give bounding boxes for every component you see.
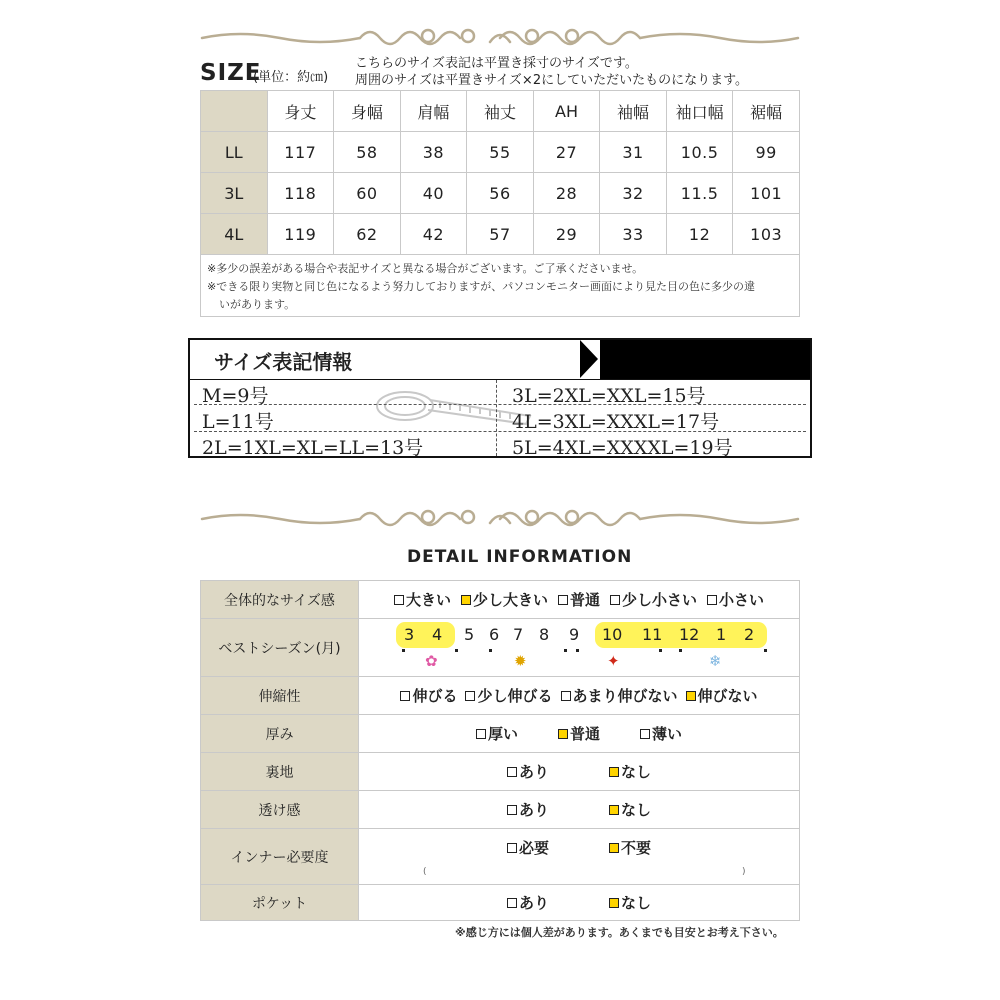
option-label: なし — [621, 801, 652, 819]
detail-label: 厚み — [201, 715, 359, 753]
season-tick — [564, 649, 567, 652]
checkbox-checked-icon — [609, 805, 619, 815]
table-cell: 56 — [467, 173, 534, 214]
season-tick — [764, 649, 767, 652]
decorative-flourish-top — [200, 22, 800, 52]
month-label: 10 — [602, 625, 623, 644]
month-label: 8 — [539, 625, 550, 644]
option-label: あまり伸びない — [572, 687, 678, 705]
table-row — [201, 173, 800, 214]
lining-options — [359, 761, 799, 782]
sun-icon: ✹ — [514, 652, 527, 670]
column-header: 袖口幅 — [666, 91, 733, 132]
season-tick — [679, 649, 682, 652]
row-size-label: LL — [201, 132, 268, 173]
table-cell: 31 — [600, 132, 667, 173]
detail-options — [359, 753, 800, 791]
detail-label: 全体的なサイズ感 — [201, 581, 359, 619]
month-label: 4 — [432, 625, 443, 644]
table-cell: 99 — [733, 132, 800, 173]
inner-options — [359, 837, 799, 858]
thickness-options — [359, 723, 799, 744]
table-cell: 11.5 — [666, 173, 733, 214]
size-table-corner — [201, 91, 268, 132]
paren-left: ( — [423, 867, 427, 877]
footnote-tolerance: ※多少の誤差がある場合や表記サイズと異なる場合がございます。ご了承くださいませ。 — [207, 262, 644, 275]
checkbox-icon — [507, 898, 517, 908]
table-cell: 10.5 — [666, 132, 733, 173]
checkbox-icon — [640, 729, 650, 739]
table-cell: 118 — [267, 173, 334, 214]
column-header: 裾幅 — [733, 91, 800, 132]
option-label: 薄い — [652, 725, 683, 743]
detail-label: インナー必要度 — [201, 829, 359, 885]
size-notation-title: サイズ表記情報 — [214, 350, 353, 374]
detail-table — [200, 580, 800, 921]
table-row — [201, 132, 800, 173]
table-cell: 29 — [533, 214, 600, 255]
fit-options — [359, 589, 799, 610]
table-cell: 58 — [334, 132, 401, 173]
option-inner-needed[interactable] — [507, 837, 549, 858]
checkbox-checked-icon — [609, 843, 619, 853]
notation-4l: 4L=3XL=XXXL=17号 — [512, 411, 720, 433]
detail-row-fit — [201, 581, 800, 619]
month-label: 11 — [642, 625, 663, 644]
checkbox-checked-icon — [558, 729, 568, 739]
option-inner-not-needed[interactable] — [609, 837, 651, 858]
month-label: 3 — [404, 625, 415, 644]
option-sheer-no[interactable] — [609, 799, 651, 820]
option-normal[interactable] — [558, 589, 600, 610]
month-label: 6 — [489, 625, 500, 644]
option-label: なし — [621, 763, 652, 781]
option-slightly-small[interactable] — [610, 589, 697, 610]
detail-row-season — [201, 619, 800, 677]
option-pocket-no[interactable] — [609, 892, 651, 913]
pocket-options — [359, 892, 799, 913]
checkbox-checked-icon — [461, 595, 471, 605]
column-header: 身幅 — [334, 91, 401, 132]
month-label: 9 — [569, 625, 580, 644]
table-cell: 101 — [733, 173, 800, 214]
option-label: 必要 — [518, 839, 549, 857]
option-slightly-stretches[interactable] — [465, 685, 552, 706]
season-cell — [359, 619, 800, 677]
option-label: 伸びない — [697, 687, 758, 705]
notation-m: M=9号 — [202, 385, 269, 407]
month-label: 1 — [716, 625, 727, 644]
column-header: 身丈 — [267, 91, 334, 132]
detail-label: 裏地 — [201, 753, 359, 791]
size-table-header-row — [201, 91, 800, 132]
header-black-band — [600, 340, 810, 379]
month-label: 7 — [513, 625, 524, 644]
option-no-stretch[interactable] — [686, 685, 758, 706]
maple-leaf-icon: ✦ — [607, 652, 620, 670]
checkbox-icon — [610, 595, 620, 605]
checkbox-icon — [394, 595, 404, 605]
sheer-options — [359, 799, 799, 820]
size-unit-label: (単位：約㎝) — [253, 70, 329, 85]
notation-2l: 2L=1XL=XL=LL=13号 — [202, 437, 424, 459]
notation-5l: 5L=4XL=XXXXL=19号 — [512, 437, 733, 459]
paren-right: ) — [742, 867, 746, 877]
table-cell: 33 — [600, 214, 667, 255]
option-thin[interactable] — [640, 723, 682, 744]
detail-row-sheer — [201, 791, 800, 829]
checkbox-icon — [707, 595, 717, 605]
option-slightly-large[interactable] — [461, 589, 548, 610]
month-label: 5 — [464, 625, 475, 644]
column-header: 肩幅 — [400, 91, 467, 132]
table-cell: 38 — [400, 132, 467, 173]
checkbox-icon — [507, 805, 517, 815]
option-label: 普通 — [569, 725, 600, 743]
option-label: なし — [621, 894, 652, 912]
checkbox-checked-icon — [609, 767, 619, 777]
table-cell: 60 — [334, 173, 401, 214]
column-header: AH — [533, 91, 600, 132]
table-cell: 119 — [267, 214, 334, 255]
checkbox-icon — [558, 595, 568, 605]
closing-note: ※感じ方には個人差があります。あくまでも目安とお考え下さい。 — [455, 926, 784, 939]
checkbox-icon — [561, 691, 571, 701]
table-cell: 55 — [467, 132, 534, 173]
checkbox-icon — [507, 843, 517, 853]
stretch-options — [359, 685, 799, 706]
option-lining-no[interactable] — [609, 761, 651, 782]
detail-options — [359, 715, 800, 753]
table-cell: 40 — [400, 173, 467, 214]
table-row — [201, 214, 800, 255]
divider — [496, 380, 497, 456]
size-notation-panel — [188, 338, 812, 458]
option-label: あり — [518, 801, 549, 819]
divider — [194, 404, 806, 405]
detail-options — [359, 829, 800, 885]
option-large[interactable] — [394, 589, 451, 610]
checkbox-icon — [400, 691, 410, 701]
table-cell: 42 — [400, 214, 467, 255]
detail-label: 透け感 — [201, 791, 359, 829]
option-stretches[interactable] — [400, 685, 457, 706]
row-size-label: 4L — [201, 214, 268, 255]
size-table — [200, 90, 800, 255]
table-cell: 62 — [334, 214, 401, 255]
season-tick — [489, 649, 492, 652]
option-label: 厚い — [487, 725, 518, 743]
option-label: 普通 — [569, 591, 600, 609]
row-size-label: 3L — [201, 173, 268, 214]
detail-row-lining — [201, 753, 800, 791]
table-cell: 32 — [600, 173, 667, 214]
checkbox-icon — [465, 691, 475, 701]
detail-heading: DETAIL INFORMATION — [407, 547, 633, 567]
option-lining-yes[interactable] — [507, 761, 549, 782]
notation-l: L=11号 — [202, 411, 274, 433]
column-header: 袖幅 — [600, 91, 667, 132]
detail-options — [359, 677, 800, 715]
option-label: 不要 — [621, 839, 652, 857]
month-label: 12 — [679, 625, 700, 644]
season-tick — [402, 649, 405, 652]
season-tick — [659, 649, 662, 652]
detail-row-thickness — [201, 715, 800, 753]
size-notation-header — [190, 340, 810, 380]
detail-label: ポケット — [201, 885, 359, 921]
table-cell: 117 — [267, 132, 334, 173]
table-cell: 57 — [467, 214, 534, 255]
footnote-color-cont: いがあります。 — [219, 298, 296, 311]
detail-options — [359, 581, 800, 619]
table-cell: 28 — [533, 173, 600, 214]
detail-label: 伸縮性 — [201, 677, 359, 715]
size-heading: SIZE — [200, 60, 262, 86]
checkbox-icon — [507, 767, 517, 777]
option-label: 少し小さい — [622, 591, 698, 609]
option-thick[interactable] — [476, 723, 518, 744]
option-sheer-yes[interactable] — [507, 799, 549, 820]
table-cell: 12 — [666, 214, 733, 255]
option-label: 小さい — [719, 591, 765, 609]
decorative-flourish-bottom — [200, 503, 800, 533]
column-header: 袖丈 — [467, 91, 534, 132]
detail-row-pocket — [201, 885, 800, 921]
footnote-color: ※できる限り実物と同じ色になるよう努力しておりますが、パソコンモニター画面により見た目の色に多少の違 — [207, 280, 755, 293]
option-label: 少し伸びる — [477, 687, 553, 705]
size-note-circumference: 周囲のサイズは平置きサイズ×2にしていただいたものになります。 — [355, 73, 749, 88]
option-pocket-yes[interactable] — [507, 892, 549, 913]
option-normal-thickness[interactable] — [558, 723, 600, 744]
option-label: あり — [518, 763, 549, 781]
size-note-flat: こちらのサイズ表記は平置き採寸のサイズです。 — [355, 56, 638, 71]
option-small[interactable] — [707, 589, 764, 610]
option-barely-stretches[interactable] — [561, 685, 678, 706]
detail-row-stretch — [201, 677, 800, 715]
size-footnotes — [200, 254, 800, 317]
detail-label: ベストシーズン(月) — [201, 619, 359, 677]
option-label: 少し大きい — [472, 591, 548, 609]
checkbox-checked-icon — [609, 898, 619, 908]
flower-icon: ✿ — [425, 652, 438, 670]
season-tick — [455, 649, 458, 652]
notation-3l: 3L=2XL=XXL=15号 — [512, 385, 706, 407]
month-label: 2 — [744, 625, 755, 644]
snowflake-icon: ❄ — [709, 652, 722, 670]
checkbox-icon — [476, 729, 486, 739]
detail-options — [359, 885, 800, 921]
option-label: 大きい — [405, 591, 451, 609]
checkbox-checked-icon — [686, 691, 696, 701]
option-label: あり — [518, 894, 549, 912]
table-cell: 27 — [533, 132, 600, 173]
detail-options — [359, 791, 800, 829]
header-arrow — [580, 340, 598, 378]
detail-row-inner — [201, 829, 800, 885]
table-cell: 103 — [733, 214, 800, 255]
season-tick — [576, 649, 579, 652]
option-label: 伸びる — [412, 687, 458, 705]
